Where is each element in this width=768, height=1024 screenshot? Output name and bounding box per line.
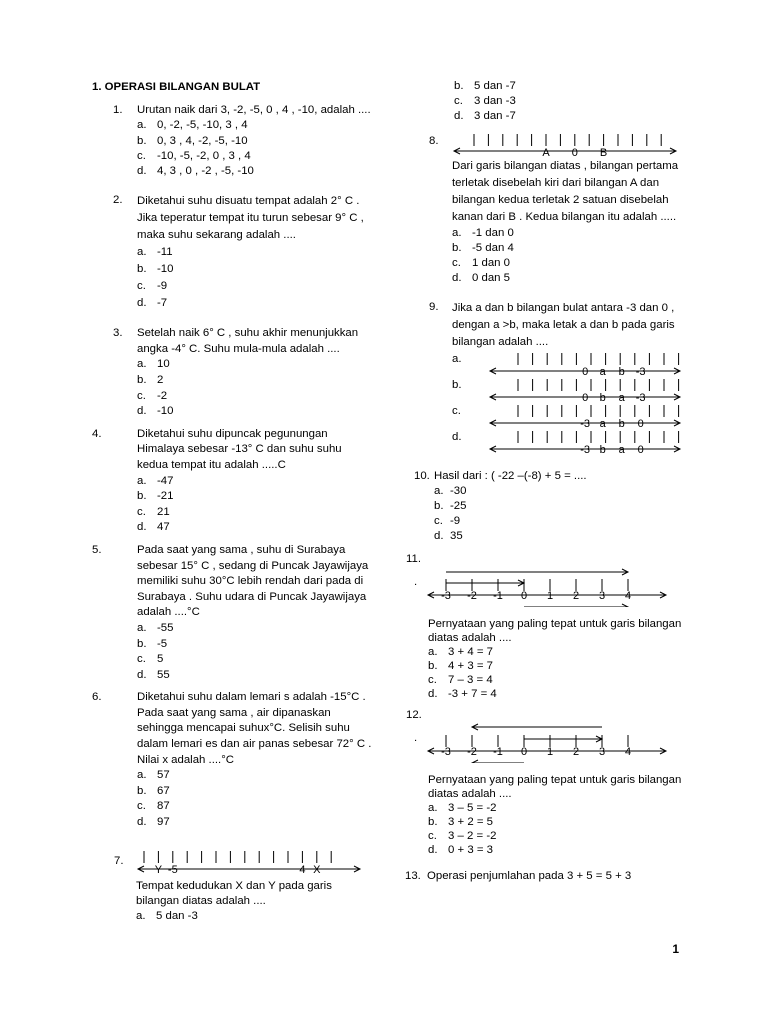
option-d[interactable]: d. 35 xyxy=(434,530,463,543)
option-b[interactable]: b. -25 xyxy=(434,500,467,513)
option-a[interactable]: a. 57 xyxy=(137,769,170,782)
option-d[interactable]: d. -7 xyxy=(137,297,168,310)
tick-label: 0 xyxy=(520,746,528,759)
number-line-q8 xyxy=(452,132,682,158)
option-d[interactable]: d. -10 xyxy=(137,405,174,418)
option-a[interactable]: a. 0 a b -3 xyxy=(452,351,692,377)
tick-label: 0 xyxy=(637,417,644,429)
tick-label: 2 xyxy=(572,589,580,602)
tick-label: a xyxy=(618,443,625,455)
option-a[interactable]: a. 0, -2, -5, -10, 3 , 4 xyxy=(137,119,248,132)
option-c[interactable]: c. 21 xyxy=(137,505,170,518)
number-line-option-d xyxy=(472,429,682,455)
option-a[interactable]: a. 10 xyxy=(137,358,170,371)
question-number: 9. xyxy=(429,300,439,313)
option-c[interactable]: c. 1 dan 0 xyxy=(452,256,511,269)
option-a[interactable]: a. -55 xyxy=(137,621,174,634)
tick-label: -3 xyxy=(635,391,646,403)
question-11 xyxy=(402,552,692,701)
question-13 xyxy=(402,869,692,884)
question-text: Diketahui suhu dipuncak pegunungan Himalaya sebesar -13° C dan suhu suhu kedua tempat itu adalah .....C xyxy=(137,427,342,471)
option-c[interactable]: c. 3 dan -3 xyxy=(454,95,516,108)
tick-label: b xyxy=(599,443,606,455)
option-c[interactable]: c. -3 a b 0 xyxy=(452,403,692,429)
number-line-q7 xyxy=(136,849,366,875)
option-a[interactable]: a. -47 xyxy=(137,474,174,487)
tick-label: 2 xyxy=(572,746,580,759)
question-9 xyxy=(402,300,692,455)
question-text: Pada saat yang sama , suhu di Surabaya sebesar 15° C , sedang di Puncak Jayawijaya memiliki suhu 30°C lebih rendah dari pada di Surabaya . Suhu udara di Puncak Jayawijaya adalah ....°C xyxy=(137,543,369,619)
tick-label: 0 xyxy=(520,589,528,602)
tick-label: 1 xyxy=(546,746,554,759)
question-number: 3. xyxy=(113,327,123,340)
option-c[interactable]: c. -2 xyxy=(137,389,168,402)
number-line-option-c xyxy=(472,403,682,429)
option-b[interactable]: b. 3 + 2 = 5 xyxy=(428,816,493,829)
question-number: 12. xyxy=(406,708,422,721)
option-d[interactable]: d. 47 xyxy=(137,521,170,534)
question-8 xyxy=(402,132,692,286)
option-d[interactable]: d. -3 b a 0 xyxy=(452,429,692,455)
tick-label: a xyxy=(618,391,625,403)
tick-label: -3 xyxy=(635,365,646,377)
option-a[interactable]: a. -11 xyxy=(137,246,173,259)
question-7 xyxy=(92,849,372,925)
tick-label: -1 xyxy=(493,746,503,759)
tick-label: b xyxy=(618,365,625,377)
question-5 xyxy=(92,543,372,683)
option-b[interactable]: b. -5 dan 4 xyxy=(452,241,514,254)
question-text: Setelah naik 6° C , suhu akhir menunjukkan angka -4° C. Suhu mula-mula adalah .... xyxy=(137,327,359,355)
section-title: 1. OPERASI BILANGAN BULAT xyxy=(92,81,261,93)
tick-label: a xyxy=(599,365,606,377)
question-number: 5. xyxy=(92,543,102,556)
option-c[interactable]: c. -9 xyxy=(137,280,168,293)
option-b[interactable]: b. 2 xyxy=(137,374,164,386)
tick-label: 4 xyxy=(624,589,632,602)
question-text: Diketahui suhu disuatu tempat adalah 2° C . Jika teperatur tempat itu turun sebesar 9° C , maka suhu sekarang adalah .... xyxy=(137,195,364,242)
option-b[interactable]: b. -5 xyxy=(137,637,168,650)
option-b[interactable]: b. 0 b a -3 xyxy=(452,377,692,403)
question-text: Hasil dari : ( -22 –(-8) + 5 = .... xyxy=(434,469,587,482)
option-b[interactable]: b. 0, 3 , 4, -2, -5, -10 xyxy=(137,134,248,147)
number-line-option-a xyxy=(472,351,682,377)
question-4 xyxy=(92,427,372,536)
tick-label: 0 xyxy=(582,365,589,377)
question-number: 6. xyxy=(92,691,102,704)
question-text: Tempat kedudukan X dan Y pada garis bilangan diatas adalah .... xyxy=(136,879,332,907)
tick-label: X xyxy=(313,863,321,875)
option-b[interactable]: b. -10 xyxy=(137,263,174,276)
question-number: 4. xyxy=(92,427,102,440)
question-number: 2. xyxy=(113,194,123,207)
question-text: Diketahui suhu dalam lemari s adalah -15°C . Pada saat yang sama , air dipanaskan sehingga mencapai suhux°C. Selisih suhu dalam lemari es dan air panas sebesar 72° C . Nilai x adalah ....°C xyxy=(137,691,372,766)
tick-label: B xyxy=(599,146,608,158)
question-number: 11. xyxy=(406,552,421,565)
option-d[interactable]: d. 55 xyxy=(137,668,170,681)
tick-label: 4 xyxy=(299,863,306,875)
tick-label: -3 xyxy=(441,746,451,759)
tick-label: 3 xyxy=(598,746,606,759)
option-b[interactable]: b. 5 dan -7 xyxy=(454,80,516,92)
tick-label: b xyxy=(599,391,606,403)
tick-label: -3 xyxy=(580,443,591,455)
question-1 xyxy=(92,103,372,179)
option-b[interactable]: b. 4 + 3 = 7 xyxy=(428,659,493,672)
left-column xyxy=(92,80,372,931)
option-c[interactable]: c. 7 – 3 = 4 xyxy=(428,673,493,686)
tick-label: Y xyxy=(154,863,163,875)
question-number: 10. xyxy=(414,469,430,482)
option-d[interactable]: d. 0 dan 5 xyxy=(452,271,511,284)
tick-label: 0 xyxy=(637,443,644,455)
option-c[interactable]: c. -9 xyxy=(434,515,461,528)
tick-label: 0 xyxy=(571,146,578,158)
option-b[interactable]: b. 67 xyxy=(137,784,170,797)
tick-label: 1 xyxy=(546,589,554,602)
question-3 xyxy=(92,326,372,420)
option-d[interactable]: d. 3 dan -7 xyxy=(454,110,516,123)
option-c[interactable]: c. 5 xyxy=(137,653,164,666)
question-text: Jika a dan b bilangan bulat antara -3 dan 0 , dengan a >b, maka letak a dan b pada garis bilangan adalah .... xyxy=(452,301,675,348)
tick-label: b xyxy=(618,417,625,429)
number-line-q11 xyxy=(424,567,674,607)
question-number: 7. xyxy=(114,854,124,867)
tick-label: -3 xyxy=(580,417,591,429)
dot-marker: . xyxy=(414,732,418,745)
option-a[interactable]: a. 3 + 4 = 7 xyxy=(428,645,493,658)
question-12 xyxy=(402,708,692,857)
question-7-continued xyxy=(454,79,692,125)
option-d[interactable]: d. 97 xyxy=(137,816,170,829)
tick-label: -2 xyxy=(467,746,477,759)
option-a[interactable]: a. 5 dan -3 xyxy=(136,910,198,923)
option-d[interactable]: d. 4, 3 , 0 , -2 , -5, -10 xyxy=(137,165,254,178)
question-text: Pernyataan yang paling tepat untuk garis bilangan diatas adalah .... xyxy=(428,617,682,644)
dot-marker: . xyxy=(414,575,418,588)
question-text: Dari garis bilangan diatas , bilangan pertama terletak disebelah kiri dari bilangan A dan bilangan kedua terletak 2 satuan disebelah kanan dari B . Kedua bilangan itu adalah ..... xyxy=(452,159,679,223)
question-10 xyxy=(402,469,692,545)
question-text: Operasi penjumlahan pada 3 + 5 = 5 + 3 xyxy=(427,870,632,883)
tick-label: -2 xyxy=(467,589,477,602)
question-text: Pernyataan yang paling tepat untuk garis bilangan diatas adalah .... xyxy=(428,774,682,801)
question-number: 13. xyxy=(405,870,421,883)
question-number: 8. xyxy=(429,134,439,147)
option-a[interactable]: a. 3 – 5 = -2 xyxy=(428,802,497,815)
question-number: 1. xyxy=(113,104,123,117)
right-column xyxy=(402,80,692,891)
number-line-option-b xyxy=(472,377,682,403)
option-b[interactable]: b. -21 xyxy=(137,490,174,503)
question-2 xyxy=(92,193,372,312)
option-d[interactable]: d. -3 + 7 = 4 xyxy=(428,687,497,700)
tick-label: 3 xyxy=(598,589,606,602)
option-c[interactable]: c. 87 xyxy=(137,800,170,813)
page-number: 1 xyxy=(672,942,679,956)
option-d[interactable]: d. 0 + 3 = 3 xyxy=(428,844,493,857)
tick-label: A xyxy=(542,146,550,158)
tick-label: 0 xyxy=(582,391,589,403)
option-a[interactable]: a. -1 dan 0 xyxy=(452,226,514,239)
question-text: Urutan naik dari 3, -2, -5, 0 , 4 , -10, adalah .... xyxy=(137,104,371,117)
tick-label: -3 xyxy=(441,589,451,602)
tick-label: -1 xyxy=(493,589,503,602)
option-c[interactable]: c. 3 – 2 = -2 xyxy=(428,830,497,843)
tick-label: a xyxy=(599,417,606,429)
option-a[interactable]: a. -30 xyxy=(434,484,467,497)
option-c[interactable]: c. -10, -5, -2, 0 , 3 , 4 xyxy=(137,149,251,162)
number-line-q12 xyxy=(424,723,674,763)
tick-label: -5 xyxy=(167,863,178,875)
question-6 xyxy=(92,690,372,830)
tick-label: 4 xyxy=(624,746,632,759)
